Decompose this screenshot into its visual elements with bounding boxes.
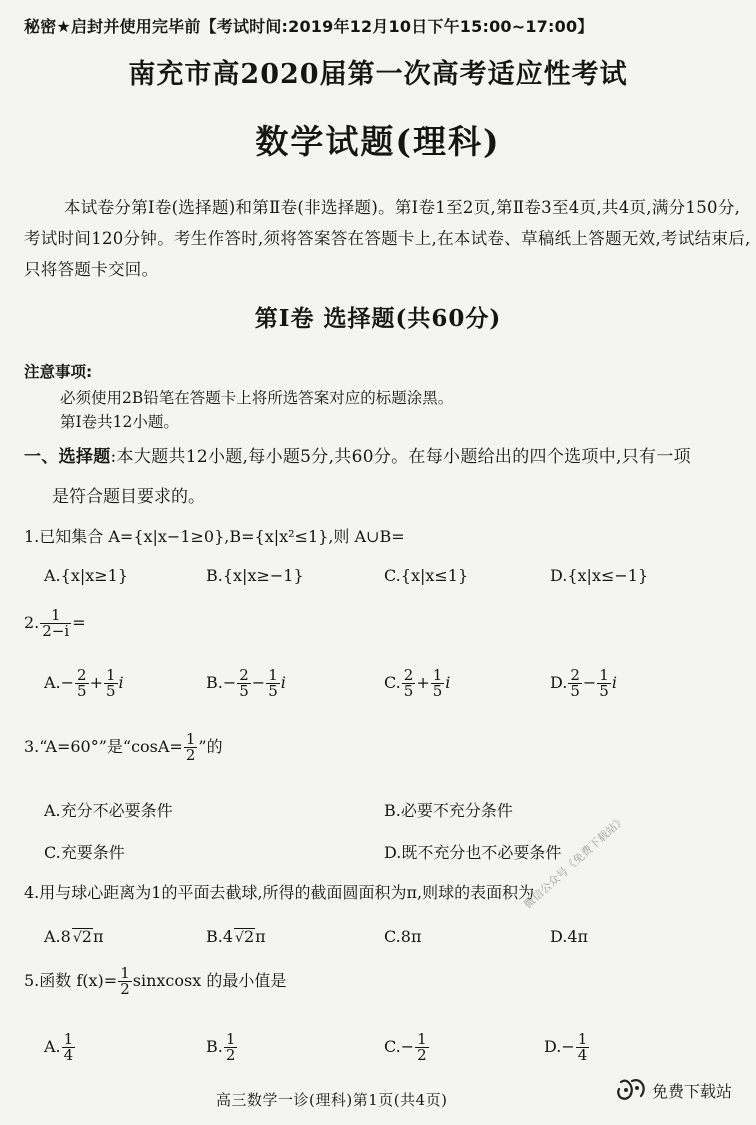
q3-stem: 3.“A=60°”是“cosA= $\frac{1}{2}$ ”的 (24, 730, 223, 764)
notes-line-1: 必须使用2B铅笔在答题卡上将所选答案对应的标题涂黑。 (60, 389, 454, 407)
part-description-2: 是符合题目要求的。 (52, 487, 205, 507)
wechat-logo-icon (616, 1077, 646, 1103)
q2-option-c: C. $\frac{2}{5}$ + $\frac{1}{5}$ i (384, 666, 451, 700)
q2-option-d: D. $\frac{2}{5}$ − $\frac{1}{5}$ i (550, 666, 617, 700)
q2-option-a: A.− $\frac{2}{5}$ + $\frac{1}{5}$ i (44, 666, 124, 700)
q3-option-d: D.既不充分也不必要条件 (384, 843, 562, 862)
q4-option-c: C.8π (384, 927, 422, 946)
subject-title: 数学试题(理科) (255, 122, 501, 161)
notes-line-2: 第Ⅰ卷共12小题。 (60, 413, 179, 431)
part-description: :本大题共12小题,每小题5分,共60分。在每小题给出的四个选项中,只有一项 (110, 447, 691, 467)
q5-option-a: A. $\frac{1}{4}$ (44, 1030, 74, 1064)
q4-stem: 4.用与球心距离为1的平面去截球,所得的截面圆面积为π,则球的表面积为 (24, 883, 535, 902)
q2-stem (24, 608, 86, 639)
q5-stem: 5.函数 f(x)= $\frac{1}{2}$ sinxcosx 的最小值是 (24, 964, 287, 998)
page-footer: 高三数学一诊(理科)第1页(共4页) (216, 1091, 448, 1109)
q3-fraction: $\frac{1}{2}$ (185, 730, 196, 764)
q4-option-d: D.4π (550, 927, 589, 946)
q3-option-b: B.必要不充分条件 (384, 801, 513, 820)
q4-option-a: A.8 √2π (44, 927, 104, 946)
q2-numerator: 1 (40, 608, 71, 624)
q5-fraction: $\frac{1}{2}$ (120, 964, 130, 998)
q2-fraction (40, 608, 71, 639)
q1-option-d: D.{x|x≤−1} (550, 566, 649, 585)
site-logo (616, 1077, 732, 1103)
q1-option-c: C.{x|x≤1} (384, 566, 469, 585)
confidential-notice: 秘密★启封并使用完毕前【考试时间:2019年12月10日下午15:00~17:00】 (24, 17, 594, 36)
part-label: 一、选择题 (24, 447, 111, 467)
part-heading (24, 442, 691, 467)
q3-option-c: C.充要条件 (44, 843, 125, 862)
q2-denominator: 2−i (42, 622, 70, 640)
logo-text: 免费下载站 (652, 1081, 733, 1101)
section-title: 第Ⅰ卷 选择题(共60分) (254, 305, 502, 332)
q5-option-c: C.− $\frac{1}{2}$ (384, 1030, 427, 1064)
q5-option-b: B. $\frac{1}{2}$ (206, 1030, 236, 1064)
watermark: 微信公众号《免费下载站》 (521, 813, 629, 912)
q1-option-a: A.{x|x≥1} (44, 566, 129, 585)
q4-option-b: B.4 √2π (206, 927, 266, 946)
notes-heading: 注意事项: (24, 363, 93, 381)
q2-equals: = (72, 613, 86, 632)
q1-option-b: B.{x|x≥−1} (206, 566, 304, 585)
q2-option-b: B.− $\frac{2}{5}$ − $\frac{1}{5}$ i (206, 666, 286, 700)
q2-number: 2. (24, 613, 40, 632)
q3-option-a: A.充分不必要条件 (44, 801, 173, 820)
q1-stem: 1.已知集合 A={x|x−1≥0},B={x|x²≤1},则 A∪B= (24, 527, 405, 546)
q5-option-d: D.− $\frac{1}{4}$ (544, 1030, 588, 1064)
exam-instructions: 本试卷分第Ⅰ卷(选择题)和第Ⅱ卷(非选择题)。第Ⅰ卷1至2页,第Ⅱ卷3至4页,共4页,满分150分,考试时间120分钟。考生作答时,须将答案答在答题卡上,在本试卷、草稿纸上答题无效,考试结束后,只将答题卡交回。 (24, 198, 751, 279)
exam-title: 南充市高2020届第一次高考适应性考试 (128, 59, 628, 90)
